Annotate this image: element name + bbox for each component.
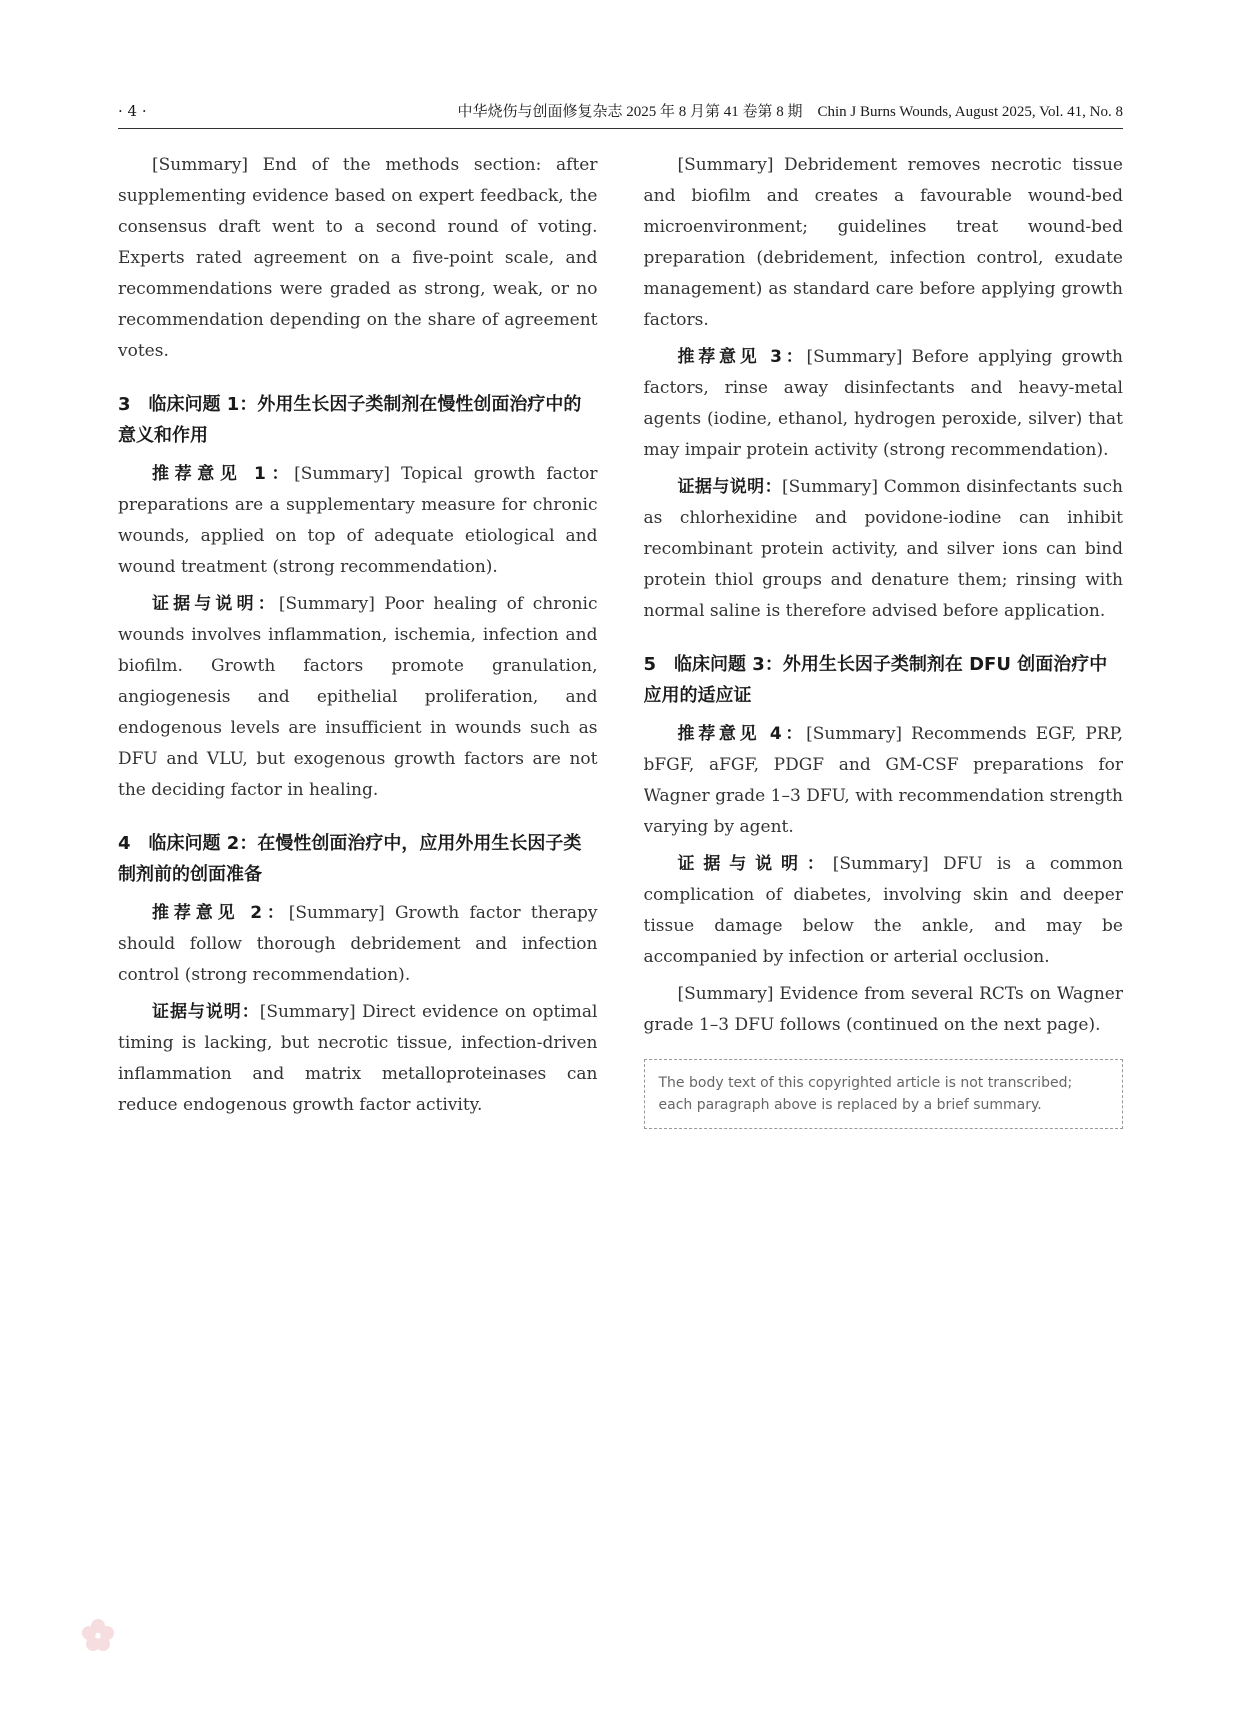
paragraph-text: [Summary] Evidence from several RCTs on Wagner grade 1–3 DFU follows (continued on the next page). — [643, 984, 1123, 1035]
body-paragraph — [644, 342, 1124, 466]
paragraph-lead: 推荐意见 4： — [677, 724, 807, 744]
body-paragraph — [644, 849, 1124, 973]
journal-citation: 中华烧伤与创面修复杂志 2025 年 8 月第 41 卷第 8 期 Chin J Burns Wounds, August 2025, Vol. 41, No. 8 — [457, 104, 1123, 120]
paragraph-lead: 推荐意见 2： — [152, 903, 289, 923]
paragraph-lead: 证据与说明： — [677, 477, 782, 497]
paragraph-text: [Summary] End of the methods section: after supplementing evidence based on expert feedback, the consensus draft went to a second round of voting. Experts rated agreement on a five-point scale, and recommendations were graded as strong, weak, or no recommendation depending on the share of agreement votes. — [118, 155, 598, 361]
paragraph-text: [Summary] Common disinfectants such as chlorhexidine and povidone-iodine can inhibit recombinant protein activity, and silver ions can bind protein thiol groups and denature them; rinsing with normal saline is therefore advised before application. — [643, 477, 1123, 621]
section-heading: 3 临床问题 1：外用生长因子类制剂在慢性创面治疗中的意义和作用 — [118, 394, 582, 446]
publisher-mark — [80, 1617, 116, 1653]
body-paragraph — [644, 150, 1124, 336]
paragraph-text: [Summary] Growth factor therapy should follow thorough debridement and infection control (strong recommendation). — [118, 903, 598, 985]
body-paragraph — [644, 979, 1124, 1041]
paragraph-text: [Summary] Recommends EGF, PRP, bFGF, aFGF, PDGF and GM-CSF preparations for Wagner grade 1–3 DFU, with recommendation strength varying by agent. — [643, 724, 1123, 837]
paragraph-text: [Summary] Poor healing of chronic wounds involves inflammation, ischemia, infection and biofilm. Growth factors promote granulation, angiogenesis and epithelial proliferation, and endogenous levels are insufficient in wounds such as DFU and VLU, but exogenous growth factors are not the deciding factor in healing. — [118, 594, 598, 800]
paragraph-text: [Summary] DFU is a common complication of diabetes, involving skin and deeper tissue damage below the ankle, and may be accompanied by infection or arterial occlusion. — [643, 854, 1123, 967]
copyright-notice: The body text of this copyrighted article is not transcribed; each paragraph above is replaced by a brief summary. — [644, 1059, 1124, 1129]
paragraph-lead: 推荐意见 1： — [152, 464, 295, 484]
section-heading: 5 临床问题 3：外用生长因子类制剂在 DFU 创面治疗中应用的适应证 — [643, 654, 1108, 706]
body-paragraph — [118, 150, 598, 367]
article-body — [118, 150, 1123, 1593]
body-paragraph — [644, 472, 1124, 627]
body-paragraph — [118, 589, 598, 806]
right-column-items — [644, 150, 1124, 1041]
paragraph-lead: 推荐意见 3： — [677, 347, 807, 367]
paragraph-text: [Summary] Before applying growth factors, rinse away disinfectants and heavy-metal agents (iodine, ethanol, hydrogen peroxide, silver) that may impair protein activity (strong recommendation). — [643, 347, 1123, 460]
left-column — [118, 150, 598, 1593]
body-paragraph — [118, 898, 598, 991]
section-heading: 4 临床问题 2：在慢性创面治疗中，应用外用生长因子类制剂前的创面准备 — [118, 833, 582, 885]
paragraph-text: [Summary] Direct evidence on optimal timing is lacking, but necrotic tissue, infection-driven inflammation and matrix metalloproteinases can reduce endogenous growth factor activity. — [118, 1002, 598, 1115]
paragraph-text: [Summary] Topical growth factor preparations are a supplementary measure for chronic wounds, applied on top of adequate etiological and wound treatment (strong recommendation). — [118, 464, 598, 577]
paragraph-lead: 证据与说明： — [152, 1002, 260, 1022]
body-paragraph — [118, 459, 598, 583]
page-number: · 4 · — [118, 102, 147, 120]
paragraph-lead: 证据与说明： — [677, 854, 833, 874]
paragraph-text: [Summary] Debridement removes necrotic tissue and biofilm and creates a favourable wound-bed microenvironment; guidelines treat wound-bed preparation (debridement, infection control, exudate management) as standard care before applying growth factors. — [643, 155, 1123, 330]
body-paragraph — [118, 997, 598, 1121]
right-column — [644, 150, 1124, 1593]
paragraph-lead: 证据与说明： — [152, 594, 279, 614]
running-header — [118, 100, 1123, 129]
body-paragraph — [644, 719, 1124, 843]
flower-logo-icon — [80, 1617, 116, 1653]
